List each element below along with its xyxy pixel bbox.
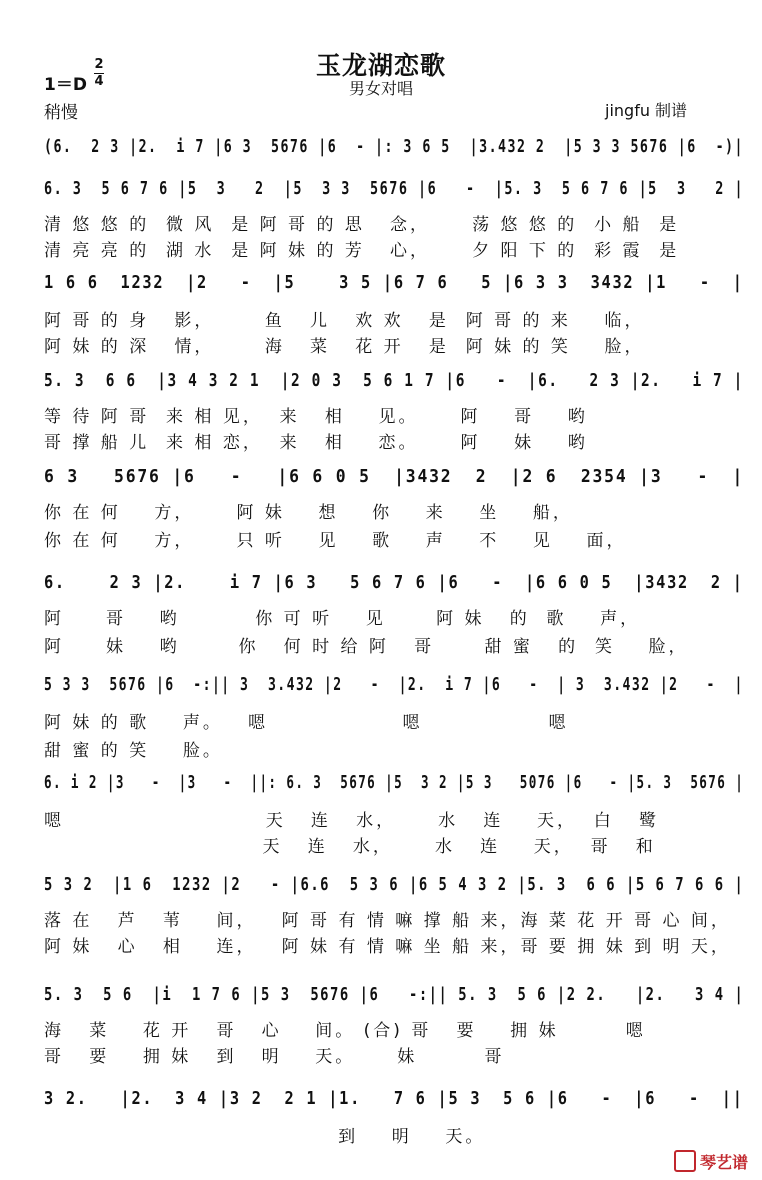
watermark-text: 琴艺谱 (699, 1153, 748, 1172)
lyric-verse-2: 清 亮 亮 的 湖 水 是 阿 妹 的 芳 心， 夕 阳 下 的 彩 霞 是 (44, 241, 680, 261)
time-signature-top: 2 (94, 57, 104, 72)
lyric-verse-1: 阿 哥 的 身 影， 鱼 儿 欢 欢 是 阿 哥 的 来 临， (44, 311, 645, 331)
lyric-verse-1: 落 在 芦 苇 间， 阿 哥 有 情 嘛 撑 船 来，海 菜 花 开 哥 心 间， (44, 911, 731, 931)
watermark-logo (674, 1150, 748, 1173)
lyric-verse-2: 哥 要 拥 妹 到 明 天。 妹 哥 (44, 1047, 505, 1067)
lyric-verse-2: 阿 妹 的 深 情， 海 菜 花 开 是 阿 妹 的 笑 脸， (44, 337, 645, 357)
lyric-verse-2: 阿 妹 哟 你 何 时 给 阿 哥 甜 蜜 的 笑 脸， (44, 637, 689, 657)
notes-line: (6. 2 3 |2. i 7 |6 3 5676 |6 - |: 3 6 5 |3.432 2 |5 3 3 5676 |6 -)| (44, 136, 744, 157)
credit: jingfu 制谱 (605, 101, 688, 120)
notes-line: 6. 2 3 |2. i 7 |6 3 5 6 7 6 |6 - |6 6 0 5 |3432 2 | (44, 572, 744, 593)
song-subtitle: 男女对唱 (348, 79, 413, 98)
notes-line: 6 3 5676 |6 - |6 6 0 5 |3432 2 |2 6 2354 |3 - | (44, 466, 745, 487)
notes-line: 1 6 6 1232 |2 - |5 3 5 |6 7 6 5 |6 3 3 3432 |1 - | (44, 272, 744, 293)
time-signature (94, 58, 104, 89)
key-signature: 1＝D (44, 75, 87, 95)
lyric-verse-1: 阿 妹 的 歌 声。 嗯 嗯 嗯 (44, 713, 569, 733)
lyric-verse-2: 甜 蜜 的 笑 脸。 (44, 741, 223, 761)
logo-icon (674, 1150, 696, 1172)
lyric-verse-2: 天 连 水， 水 连 天， 哥 和 (44, 837, 656, 857)
lyric-verse-1: 到 明 天。 (44, 1127, 486, 1147)
notes-line: 5 3 2 |1 6 1232 |2 - |6.6 5 3 6 |6 5 4 3 2 |5. 3 6 6 |5 6 7 6 6 | (44, 874, 745, 895)
notes-line: 5 3 3 5676 |6 -:|| 3 3.432 |2 - |2. i 7 |6 - | 3 3.432 |2 - | (44, 674, 744, 695)
lyric-verse-1: 你 在 何 方， 阿 妹 想 你 来 坐 船， (44, 503, 573, 523)
lyric-verse-2: 你 在 何 方， 只 听 见 歌 声 不 见 面， (44, 531, 627, 551)
lyric-verse-2: 阿 妹 心 相 连， 阿 妹 有 情 嘛 坐 船 来，哥 要 拥 妹 到 明 天， (44, 937, 731, 957)
time-signature-bottom: 4 (94, 74, 104, 89)
lyric-verse-1: 等 待 阿 哥 来 相 见， 来 相 见。 阿 哥 哟 (44, 407, 588, 427)
notes-line: 6. i 2 |3 - |3 - ||: 6. 3 5676 |5 3 2 |5 3 5076 |6 - |5. 3 5676 | (44, 772, 745, 793)
lyric-verse-1: 嗯 天 连 水， 水 连 天， 白 鹭 (44, 811, 659, 831)
lyric-verse-1: 阿 哥 哟 你 可 听 见 阿 妹 的 歌 声， (44, 609, 641, 629)
lyric-verse-1: 海 菜 花 开 哥 心 间。 (合) 哥 要 拥 妹 嗯 (44, 1021, 646, 1041)
lyric-verse-1: 清 悠 悠 的 微 风 是 阿 哥 的 思 念， 荡 悠 悠 的 小 船 是 (44, 215, 680, 235)
tempo-marking: 稍慢 (44, 103, 78, 123)
notes-line: 6. 3 5 6 7 6 |5 3 2 |5 3 3 5676 |6 - |5. 3 5 6 7 6 |5 3 2 | (44, 178, 745, 199)
notes-line: 5. 3 6 6 |3 4 3 2 1 |2 0 3 5 6 1 7 |6 - |6. 2 3 |2. i 7 | (44, 370, 744, 391)
song-title: 玉龙湖恋歌 (315, 51, 446, 80)
lyric-verse-2: 哥 撑 船 儿 来 相 恋， 来 相 恋。 阿 妹 哟 (44, 433, 588, 453)
notes-line: 5. 3 5 6 |i 1 7 6 |5 3 5676 |6 -:|| 5. 3 5 6 |2 2. |2. 3 4 | (44, 984, 745, 1005)
notes-line: 3 2. |2. 3 4 |3 2 2 1 |1. 7 6 |5 3 5 6 |6 - |6 - || (44, 1088, 744, 1109)
